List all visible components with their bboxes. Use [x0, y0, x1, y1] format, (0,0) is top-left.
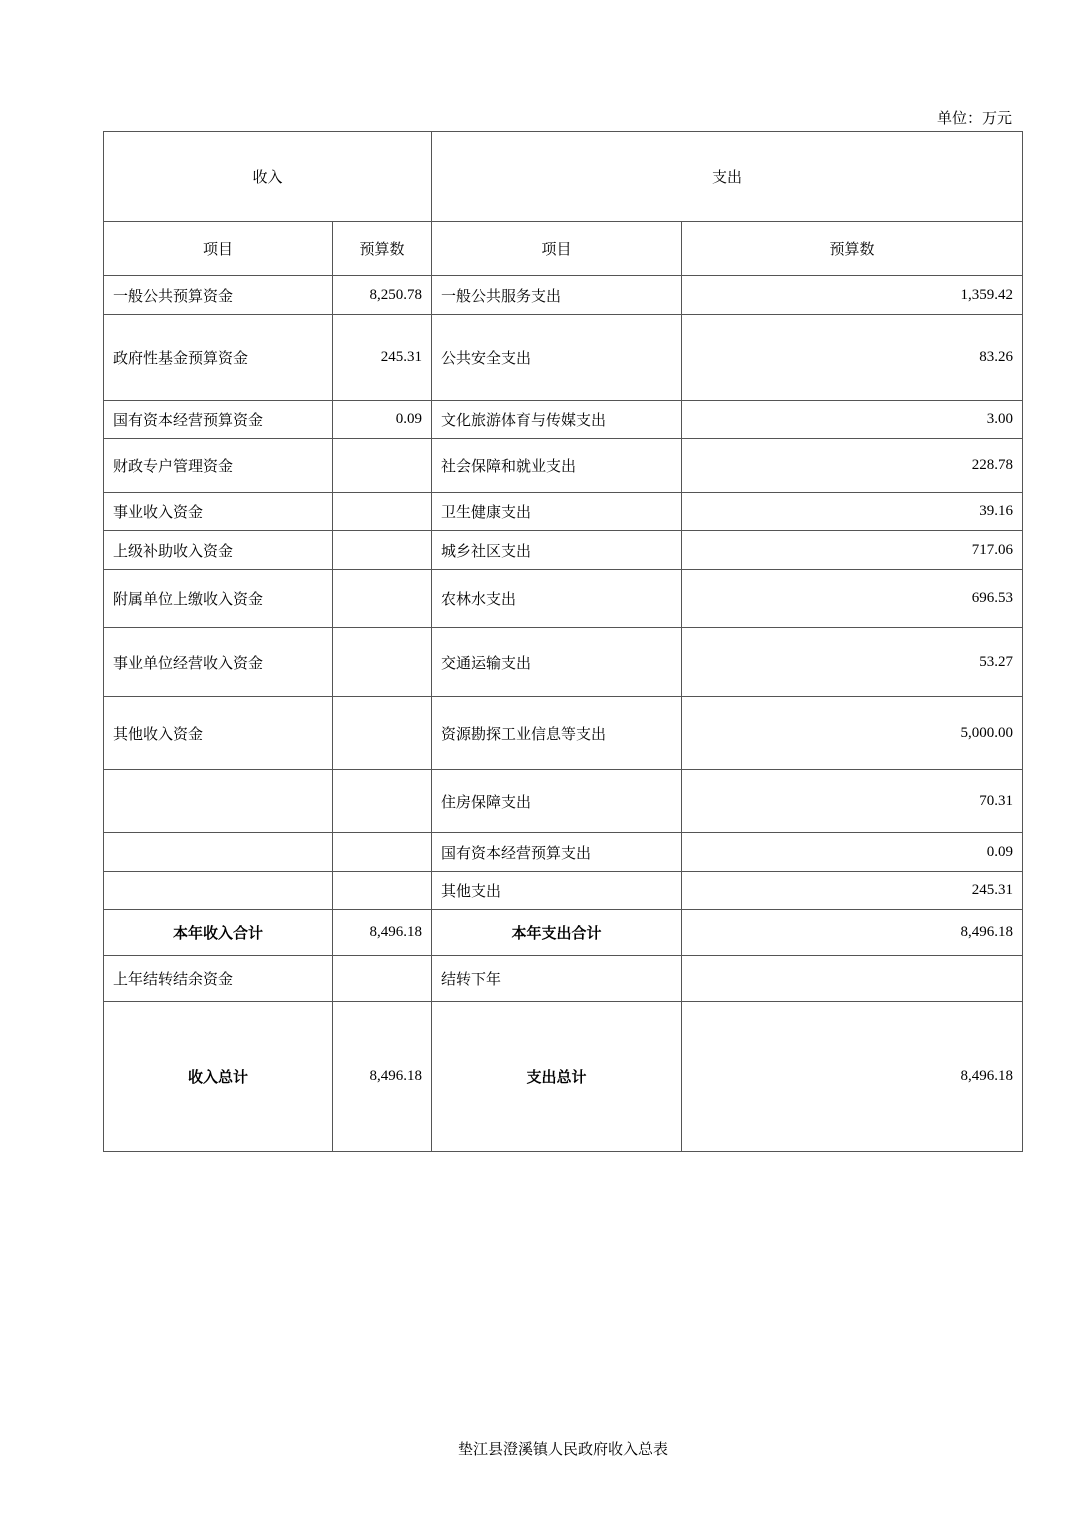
income-item [104, 872, 333, 910]
income-item: 国有资本经营预算资金 [104, 401, 333, 439]
expense-item: 一般公共服务支出 [432, 276, 682, 315]
expense-value: 717.06 [682, 531, 1023, 570]
expense-item: 农林水支出 [432, 570, 682, 628]
expense-value: 696.53 [682, 570, 1023, 628]
income-item: 事业收入资金 [104, 493, 333, 531]
income-value [333, 531, 432, 570]
income-value [333, 697, 432, 770]
year-expense-total-label: 本年支出合计 [432, 910, 682, 956]
income-item-header: 项目 [104, 222, 333, 276]
table-row [104, 697, 1023, 770]
expense-item: 资源勘探工业信息等支出 [432, 697, 682, 770]
income-item: 其他收入资金 [104, 697, 333, 770]
income-item: 财政专户管理资金 [104, 439, 333, 493]
expense-value: 39.16 [682, 493, 1023, 531]
expense-value: 83.26 [682, 315, 1023, 401]
prior-year-carryover-value [333, 956, 432, 1002]
income-budget-header: 预算数 [333, 222, 432, 276]
table-row [104, 439, 1023, 493]
expense-item: 国有资本经营预算支出 [432, 833, 682, 872]
income-value [333, 570, 432, 628]
income-value [333, 770, 432, 833]
header-row [104, 132, 1023, 222]
expense-item: 城乡社区支出 [432, 531, 682, 570]
income-value [333, 872, 432, 910]
income-item: 上级补助收入资金 [104, 531, 333, 570]
expense-value: 245.31 [682, 872, 1023, 910]
expense-value: 228.78 [682, 439, 1023, 493]
expense-item: 文化旅游体育与传媒支出 [432, 401, 682, 439]
unit-label: 单位：万元 [936, 109, 1012, 127]
expense-item: 公共安全支出 [432, 315, 682, 401]
table-row [104, 276, 1023, 315]
carry-forward-label: 结转下年 [432, 956, 682, 1002]
expense-value: 3.00 [682, 401, 1023, 439]
carry-over-row [104, 956, 1023, 1002]
table-row [104, 628, 1023, 697]
table-caption: 垫江县澄溪镇人民政府收入总表 [457, 1440, 668, 1458]
income-item: 政府性基金预算资金 [104, 315, 333, 401]
income-item [104, 770, 333, 833]
table-row [104, 531, 1023, 570]
income-value [333, 628, 432, 697]
expense-value: 70.31 [682, 770, 1023, 833]
expense-grand-total-value: 8,496.18 [682, 1002, 1023, 1152]
year-total-row [104, 910, 1023, 956]
income-value [333, 833, 432, 872]
income-item [104, 833, 333, 872]
subheader-row [104, 222, 1023, 276]
expense-value: 0.09 [682, 833, 1023, 872]
table-row [104, 833, 1023, 872]
income-value: 245.31 [333, 315, 432, 401]
table-row [104, 401, 1023, 439]
expense-grand-total-label: 支出总计 [432, 1002, 682, 1152]
expense-value: 5,000.00 [682, 697, 1023, 770]
expense-budget-header: 预算数 [682, 222, 1023, 276]
expense-item: 卫生健康支出 [432, 493, 682, 531]
expense-item-header: 项目 [432, 222, 682, 276]
expense-item: 交通运输支出 [432, 628, 682, 697]
expense-value: 1,359.42 [682, 276, 1023, 315]
income-item: 一般公共预算资金 [104, 276, 333, 315]
income-value: 8,250.78 [333, 276, 432, 315]
budget-summary-table [103, 131, 1023, 1152]
expense-value: 53.27 [682, 628, 1023, 697]
table-row [104, 872, 1023, 910]
income-item: 事业单位经营收入资金 [104, 628, 333, 697]
income-header: 收入 [104, 132, 432, 222]
table-row [104, 770, 1023, 833]
expense-header: 支出 [432, 132, 1023, 222]
year-income-total-value: 8,496.18 [333, 910, 432, 956]
table-row [104, 570, 1023, 628]
grand-total-row [104, 1002, 1023, 1152]
expense-item: 其他支出 [432, 872, 682, 910]
expense-item: 社会保障和就业支出 [432, 439, 682, 493]
year-income-total-label: 本年收入合计 [104, 910, 333, 956]
expense-item: 住房保障支出 [432, 770, 682, 833]
income-value: 0.09 [333, 401, 432, 439]
income-grand-total-value: 8,496.18 [333, 1002, 432, 1152]
table-row [104, 493, 1023, 531]
income-value [333, 439, 432, 493]
income-item: 附属单位上缴收入资金 [104, 570, 333, 628]
table-row [104, 315, 1023, 401]
income-grand-total-label: 收入总计 [104, 1002, 333, 1152]
income-value [333, 493, 432, 531]
carry-forward-value [682, 956, 1023, 1002]
prior-year-carryover-label: 上年结转结余资金 [104, 956, 333, 1002]
year-expense-total-value: 8,496.18 [682, 910, 1023, 956]
